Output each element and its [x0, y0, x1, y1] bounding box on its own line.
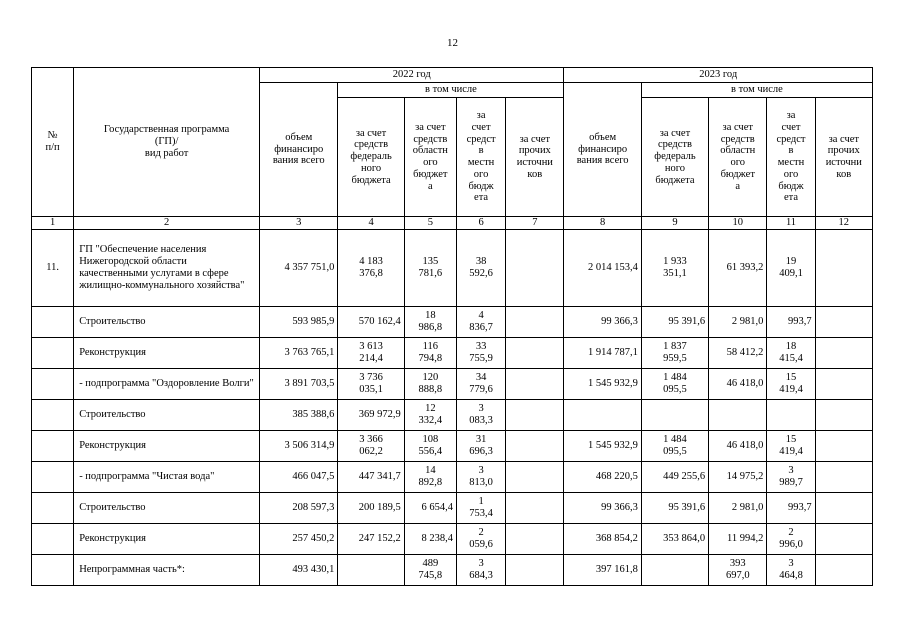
row-value	[641, 554, 708, 585]
row-value: 31 696,3	[456, 430, 505, 461]
row-value	[767, 399, 815, 430]
row-value: 3 684,3	[456, 554, 505, 585]
row-value: 19 409,1	[767, 229, 815, 306]
row-value: 34 779,6	[456, 368, 505, 399]
row-value: 2 996,0	[767, 523, 815, 554]
row-value: 1 914 787,1	[564, 337, 641, 368]
row-value: 58 412,2	[709, 337, 767, 368]
row-value: 385 388,6	[260, 399, 338, 430]
page-number: 12	[447, 37, 458, 49]
row-value: 61 393,2	[709, 229, 767, 306]
column-number: 3	[260, 217, 338, 230]
table-row	[32, 523, 873, 554]
row-value: 447 341,7	[338, 461, 404, 492]
row-number	[32, 523, 74, 554]
row-value	[506, 306, 564, 337]
table-row	[32, 337, 873, 368]
row-value: 1 753,4	[456, 492, 505, 523]
row-value	[564, 399, 641, 430]
row-name: Строительство	[74, 399, 260, 430]
row-value: 46 418,0	[709, 368, 767, 399]
column-number: 6	[456, 217, 505, 230]
row-name: Строительство	[74, 306, 260, 337]
header-year-2023: 2023 год	[564, 68, 873, 83]
financing-table	[31, 67, 873, 586]
row-value	[506, 461, 564, 492]
row-name: Реконструкция	[74, 337, 260, 368]
header-regional-2022: за счет средств областн ого бюджет а	[404, 98, 456, 217]
column-number: 10	[709, 217, 767, 230]
row-value	[506, 368, 564, 399]
row-value: 208 597,3	[260, 492, 338, 523]
row-value: 15 419,4	[767, 430, 815, 461]
row-value: 393 697,0	[709, 554, 767, 585]
row-value: 993,7	[767, 306, 815, 337]
row-value: 468 220,5	[564, 461, 641, 492]
row-number: 11.	[32, 229, 74, 306]
row-value	[506, 430, 564, 461]
row-value: 466 047,5	[260, 461, 338, 492]
column-numbers-row	[32, 217, 873, 230]
table-row	[32, 229, 873, 306]
row-value	[815, 492, 872, 523]
column-number: 4	[338, 217, 404, 230]
header-total-2022: объем финансиро вания всего	[260, 83, 338, 217]
row-value: 2 981,0	[709, 306, 767, 337]
row-value	[641, 399, 708, 430]
row-value: 1 545 932,9	[564, 430, 641, 461]
row-value: 14 892,8	[404, 461, 456, 492]
header-regional-2023: за счет средств областн ого бюджет а	[709, 98, 767, 217]
row-value: 1 933 351,1	[641, 229, 708, 306]
row-value: 3 763 765,1	[260, 337, 338, 368]
row-value: 3 813,0	[456, 461, 505, 492]
row-value: 18 415,4	[767, 337, 815, 368]
column-number: 11	[767, 217, 815, 230]
row-value: 397 161,8	[564, 554, 641, 585]
row-value: 1 484 095,5	[641, 368, 708, 399]
row-number	[32, 461, 74, 492]
row-value: 1 837 959,5	[641, 337, 708, 368]
row-number	[32, 399, 74, 430]
row-value: 4 357 751,0	[260, 229, 338, 306]
row-value	[815, 461, 872, 492]
row-value: 4 183 376,8	[338, 229, 404, 306]
row-value: 3 083,3	[456, 399, 505, 430]
table-row	[32, 554, 873, 585]
table-row	[32, 368, 873, 399]
row-value: 15 419,4	[767, 368, 815, 399]
row-value	[815, 399, 872, 430]
row-value: 18 986,8	[404, 306, 456, 337]
table-row	[32, 306, 873, 337]
column-number: 5	[404, 217, 456, 230]
row-value: 108 556,4	[404, 430, 456, 461]
row-number	[32, 554, 74, 585]
table-row	[32, 430, 873, 461]
row-value: 3 736 035,1	[338, 368, 404, 399]
column-number: 7	[506, 217, 564, 230]
row-value	[815, 554, 872, 585]
row-value: 6 654,4	[404, 492, 456, 523]
row-value: 449 255,6	[641, 461, 708, 492]
row-value: 46 418,0	[709, 430, 767, 461]
row-value: 489 745,8	[404, 554, 456, 585]
row-value: 38 592,6	[456, 229, 505, 306]
column-number: 8	[564, 217, 641, 230]
row-value: 95 391,6	[641, 492, 708, 523]
header-local-2023: за счет средст в местн ого бюдж ета	[767, 98, 815, 217]
row-value: 3 891 703,5	[260, 368, 338, 399]
row-value: 353 864,0	[641, 523, 708, 554]
row-value: 2 014 153,4	[564, 229, 641, 306]
row-value: 3 613 214,4	[338, 337, 404, 368]
header-program: Государственная программа (ГП)/ вид работ	[74, 68, 260, 217]
row-number	[32, 306, 74, 337]
row-value: 570 162,4	[338, 306, 404, 337]
row-value	[815, 337, 872, 368]
header-incl-2023: в том числе	[641, 83, 872, 98]
row-name: Реконструкция	[74, 430, 260, 461]
row-name: - подпрограмма "Оздоровление Волги"	[74, 368, 260, 399]
row-name: Непрограммная часть*:	[74, 554, 260, 585]
row-value: 3 506 314,9	[260, 430, 338, 461]
row-value	[815, 306, 872, 337]
row-value: 99 366,3	[564, 306, 641, 337]
row-value: 14 975,2	[709, 461, 767, 492]
row-value: 993,7	[767, 492, 815, 523]
row-value: 369 972,9	[338, 399, 404, 430]
row-value: 33 755,9	[456, 337, 505, 368]
row-name: Реконструкция	[74, 523, 260, 554]
row-value: 3 464,8	[767, 554, 815, 585]
header-incl-2022: в том числе	[338, 83, 564, 98]
row-value: 1 484 095,5	[641, 430, 708, 461]
row-value: 116 794,8	[404, 337, 456, 368]
row-value	[506, 229, 564, 306]
row-value: 2 981,0	[709, 492, 767, 523]
row-value: 593 985,9	[260, 306, 338, 337]
row-value	[506, 554, 564, 585]
row-value: 95 391,6	[641, 306, 708, 337]
header-num: № п/п	[32, 68, 74, 217]
row-value	[506, 337, 564, 368]
row-value	[709, 399, 767, 430]
row-value: 200 189,5	[338, 492, 404, 523]
row-value	[815, 229, 872, 306]
row-name: Строительство	[74, 492, 260, 523]
column-number: 2	[74, 217, 260, 230]
header-federal-2022: за счет средств федераль ного бюджета	[338, 98, 404, 217]
row-value	[815, 523, 872, 554]
row-number	[32, 430, 74, 461]
row-value: 1 545 932,9	[564, 368, 641, 399]
row-value: 120 888,8	[404, 368, 456, 399]
row-value	[506, 523, 564, 554]
header-federal-2023: за счет средств федераль ного бюджета	[641, 98, 708, 217]
header-year-2022: 2022 год	[260, 68, 564, 83]
row-value	[815, 430, 872, 461]
row-number	[32, 492, 74, 523]
table-row	[32, 399, 873, 430]
header-other-2023: за счет прочих источни ков	[815, 98, 872, 217]
row-value: 11 994,2	[709, 523, 767, 554]
row-name: ГП "Обеспечение населения Нижегородской области качественными услугами в сфере жилищно-коммунального хозяйства"	[74, 229, 260, 306]
row-value: 257 450,2	[260, 523, 338, 554]
row-value: 12 332,4	[404, 399, 456, 430]
row-value: 2 059,6	[456, 523, 505, 554]
row-name: - подпрограмма "Чистая вода"	[74, 461, 260, 492]
row-value	[506, 492, 564, 523]
row-value	[338, 554, 404, 585]
row-value	[506, 399, 564, 430]
row-value: 4 836,7	[456, 306, 505, 337]
header-other-2022: за счет прочих источни ков	[506, 98, 564, 217]
table-row	[32, 461, 873, 492]
row-value: 99 366,3	[564, 492, 641, 523]
row-value: 247 152,2	[338, 523, 404, 554]
row-value: 3 366 062,2	[338, 430, 404, 461]
row-number	[32, 337, 74, 368]
column-number: 12	[815, 217, 872, 230]
row-value: 493 430,1	[260, 554, 338, 585]
row-value: 135 781,6	[404, 229, 456, 306]
row-value: 8 238,4	[404, 523, 456, 554]
row-value: 368 854,2	[564, 523, 641, 554]
column-number: 1	[32, 217, 74, 230]
header-total-2023: объем финансиро вания всего	[564, 83, 641, 217]
row-value: 3 989,7	[767, 461, 815, 492]
column-number: 9	[641, 217, 708, 230]
table-row	[32, 492, 873, 523]
row-value	[815, 368, 872, 399]
header-local-2022: за счет средст в местн ого бюдж ета	[456, 98, 505, 217]
row-number	[32, 368, 74, 399]
